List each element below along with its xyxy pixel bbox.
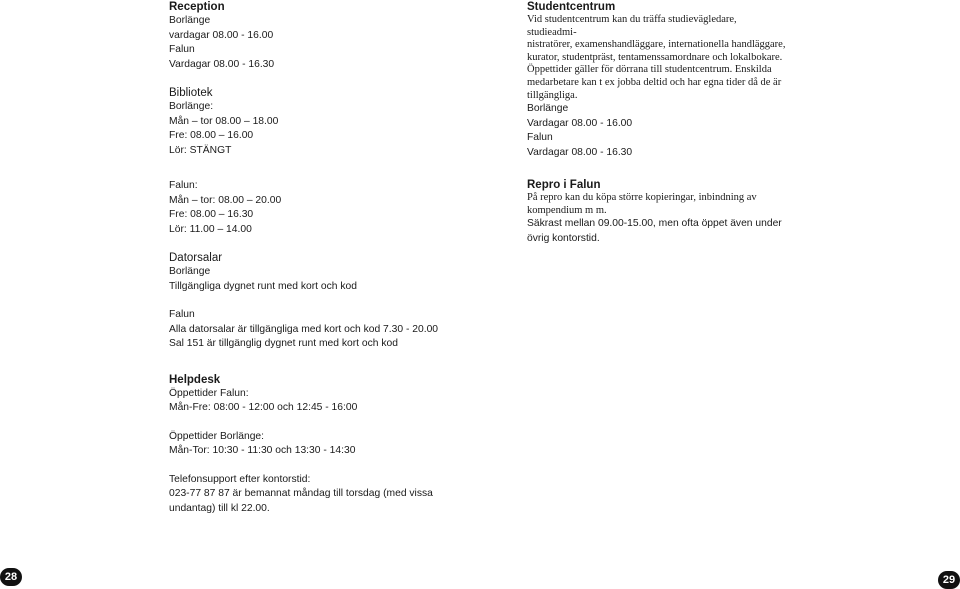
text-line: Vardagar 08.00 - 16.30	[527, 146, 633, 158]
text-line: Öppettider Falun:	[169, 387, 249, 399]
text-line: Falun	[169, 309, 195, 320]
text-line: Öppettider Borlänge:	[169, 430, 265, 442]
text-line: övrig kontorstid.	[527, 232, 600, 244]
body-line: På repro kan du köpa större kopieringar, inbindning av	[527, 192, 757, 204]
text-line: Säkrast mellan 09.00-15.00, men ofta öppet även under	[527, 218, 782, 230]
text-line: Sal 151 är tillgänglig dygnet runt med kort och kod	[169, 338, 398, 349]
body-line: medarbetare kan t ex jobba deltid och har egna tider då de är	[527, 76, 782, 88]
text-line: Alla datorsalar är tillgängliga med kort och kod 7.30 - 20.00	[169, 323, 439, 335]
bibliotek-title: Bibliotek	[169, 87, 213, 99]
text-line: Lör: STÄNGT	[169, 144, 232, 156]
text-line: Mån-Tor: 10:30 - 11:30 och 13:30 - 14:30	[169, 445, 356, 456]
reception-section	[169, 0, 469, 72]
text-line: Borlänge	[169, 15, 211, 26]
text-line: Tillgängliga dygnet runt med kort och kod	[169, 280, 357, 292]
text-line: undantag) till kl 22.00.	[169, 502, 270, 514]
body-line: nistratörer, examenshandläggare, internationella handläggare,	[527, 39, 786, 51]
text-line: Mån – tor: 08.00 – 20.00	[169, 194, 282, 206]
body-line: Vid studentcentrum kan du träffa studievägledare, studieadmi-	[527, 14, 737, 38]
text-line: vardagar 08.00 - 16.00	[169, 29, 274, 41]
helpdesk-section	[169, 373, 469, 517]
text-line: Borlänge	[169, 266, 211, 277]
text-line: Borlänge	[527, 103, 569, 115]
text-line: 023-77 87 87 är bemannat måndag till torsdag (med vissa	[169, 488, 433, 499]
text-line: Falun:	[169, 180, 198, 191]
datorsalar-title: Datorsalar	[169, 252, 223, 264]
body-line: kompendium m m.	[527, 204, 607, 216]
text-line: Lör: 11.00 – 14.00	[169, 223, 252, 235]
text-line: Borlänge:	[169, 101, 214, 112]
text-line: Falun	[169, 44, 195, 55]
repro-title: Repro i Falun	[527, 179, 601, 192]
datorsalar-section	[169, 251, 469, 352]
body-line: Öppettider gäller för dörrana till studentcentrum. Enskilda	[527, 64, 772, 76]
page-number-left: 28	[0, 568, 22, 586]
left-column	[169, 0, 469, 516]
text-line: Telefonsupport efter kontorstid:	[169, 473, 311, 485]
reception-title: Reception	[169, 1, 225, 13]
helpdesk-title: Helpdesk	[169, 373, 221, 386]
bibliotek-section	[169, 86, 469, 237]
text-line: Vardagar 08.00 - 16.00	[527, 117, 633, 129]
text-line: Fre: 08.00 – 16.00	[169, 130, 254, 141]
body-line: tillgängliga.	[527, 89, 578, 101]
text-line: Fre: 08.00 – 16.30	[169, 209, 254, 220]
text-line: Vardagar 08.00 - 16.30	[169, 58, 275, 70]
text-line: Mån – tor 08.00 – 18.00	[169, 115, 279, 127]
text-line: Falun	[527, 132, 553, 144]
right-column	[527, 0, 787, 246]
studentcentrum-section	[527, 0, 787, 160]
body-line: kurator, studentpräst, tentamenssamordnare och lokalbokare.	[527, 51, 783, 63]
text-line: Mån-Fre: 08:00 - 12:00 och 12:45 - 16:00	[169, 402, 358, 413]
repro-section	[527, 178, 787, 246]
studentcentrum-title: Studentcentrum	[527, 1, 616, 13]
page-number-right: 29	[938, 571, 960, 589]
